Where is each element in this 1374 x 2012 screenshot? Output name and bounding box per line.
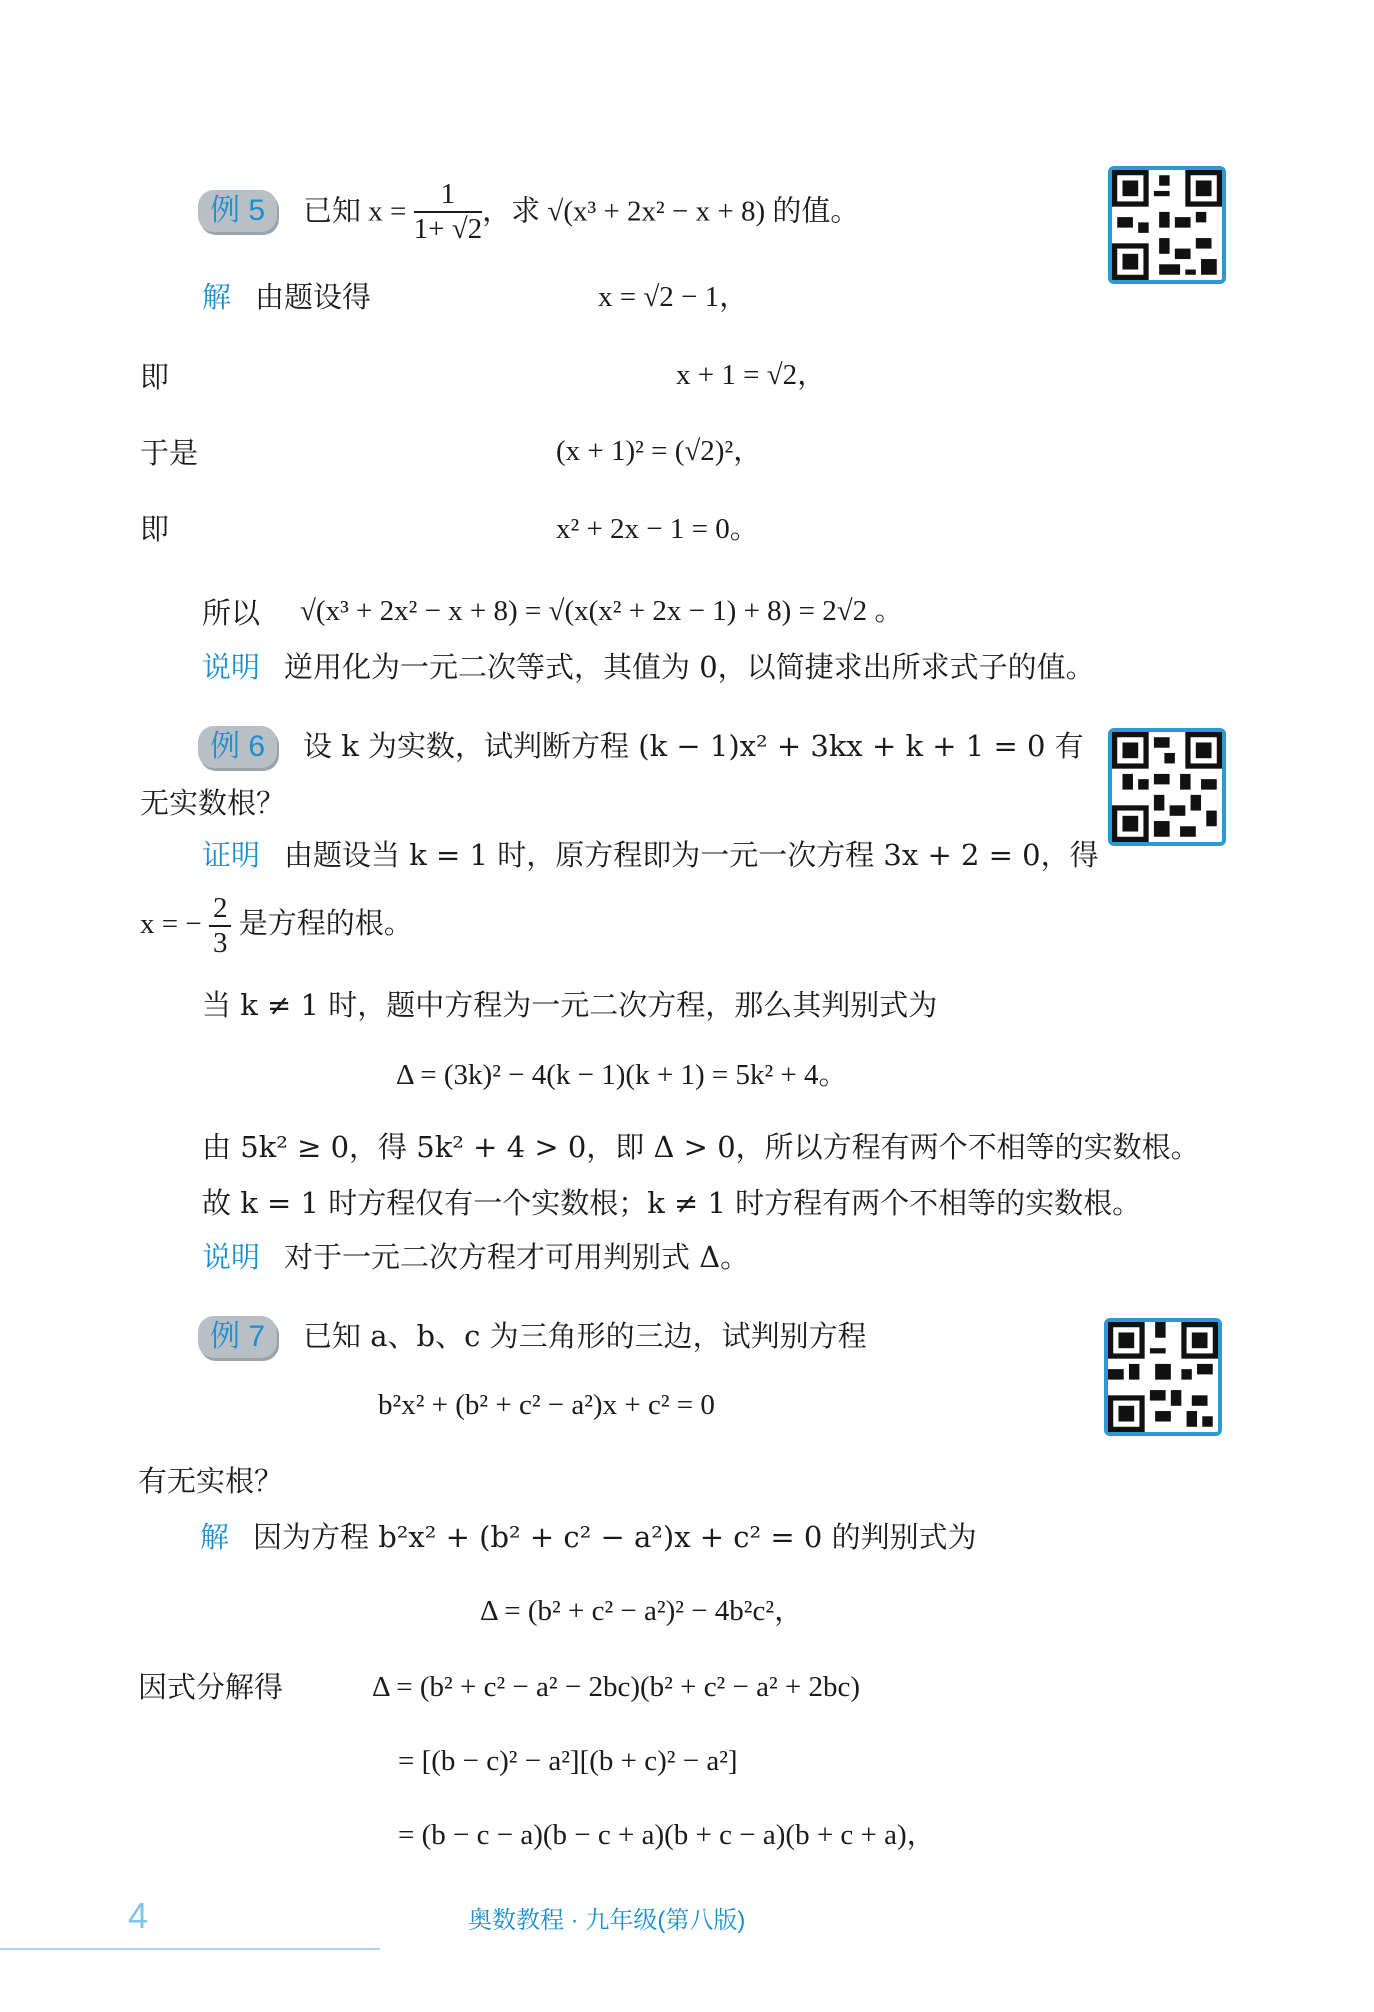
ex7-solution-1: 解 因为方程 b²x² + (b² + c² − a²)x + c² = 0 的判别式为 [200, 1520, 977, 1554]
ex7-solution-2: Δ = (b² + c² − a²)² − 4b²c²， [480, 1595, 804, 1627]
ex5-math-5: √(x³ + 2x² − x + 8) = √(x(x² + 2x − 1) + 8) = 2√2 。 [300, 595, 904, 627]
ex7-equation: b²x² + (b² + c² − a²)x + c² = 0 [378, 1389, 715, 1421]
ex5-math-2: x + 1 = √2， [676, 359, 827, 391]
qr-code-icon[interactable] [1104, 1318, 1222, 1436]
example-badge: 例 5 [198, 190, 277, 232]
ex7-solution-label: 因式分解得 [138, 1670, 284, 1704]
ex5-label-3: 于是 [140, 436, 199, 470]
page-number: 4 [128, 1895, 149, 1936]
fraction: $\frac{1}{1+ √2}$ [413, 178, 483, 246]
ex6-question-2: 无实数根？ [140, 786, 286, 820]
ex6-question-1: 例 6 设 k 为实数，试判断方程 (k − 1)x² + 3kx + k + 1 = 0 有 [198, 726, 1084, 768]
footer-divider [0, 1948, 380, 1950]
ex7-question-3: 有无实根？ [138, 1464, 284, 1498]
ex5-label-4: 即 [140, 512, 170, 546]
ex6-proof-4: Δ = (3k)² − 4(k − 1)(k + 1) = 5k² + 4。 [396, 1059, 848, 1091]
ex5-math-3: (x + 1)² = (√2)²， [556, 435, 763, 467]
example-badge: 例 7 [198, 1316, 277, 1358]
ex6-proof-1: 证明 由题设当 k = 1 时，原方程即为一元一次方程 3x + 2 = 0，得 [202, 838, 1099, 872]
ex6-proof-5: 由 5k² ≥ 0，得 5k² + 4 > 0，即 Δ > 0，所以方程有两个不相等的实数根。 [202, 1130, 1200, 1164]
ex5-note: 说明 逆用化为一元二次等式，其值为 0，以简捷求出所求式子的值。 [202, 650, 1095, 684]
ex6-proof-6: 故 k = 1 时方程仅有一个实数根；k ≠ 1 时方程有两个不相等的实数根。 [202, 1186, 1142, 1220]
ex7-solution-5: = (b − c − a)(b − c + a)(b + c − a)(b + c + a)， [398, 1819, 936, 1851]
qr-code-icon[interactable] [1108, 728, 1226, 846]
example-badge: 例 6 [198, 726, 277, 768]
ex5-solution-line-1: 解 由题设得 [202, 280, 372, 314]
ex7-question-1: 例 7 已知 a、b、c 为三角形的三边，试判别方程 [198, 1316, 867, 1358]
qr-code-icon[interactable] [1108, 166, 1226, 284]
ex5-math-1: x = √2 − 1， [598, 281, 749, 313]
ex7-solution-3: Δ = (b² + c² − a² − 2bc)(b² + c² − a² + 2bc) [372, 1671, 861, 1703]
ex6-note: 说明 对于一元二次方程才可用判别式 Δ。 [202, 1240, 750, 1274]
ex6-proof-2: x = − $\frac{2}{3}$ 是方程的根。 [140, 892, 413, 960]
ex5-math-4: x² + 2x − 1 = 0。 [556, 513, 759, 545]
ex6-proof-3: 当 k ≠ 1 时，题中方程为一元二次方程，那么其判别式为 [202, 988, 938, 1022]
ex5-label-2: 即 [140, 360, 170, 394]
ex5-label-5: 所以 [202, 596, 261, 630]
fraction: $\frac{2}{3}$ [209, 892, 232, 961]
book-title: 奥数教程 · 九年级(第八版) [468, 1907, 746, 1934]
ex5-question: 例 5 已知 x = $\frac{1}{1+ √2}$ ，求 √(x³ + 2x² − x + 8) 的值。 [198, 178, 859, 247]
ex7-solution-4: = [(b − c)² − a²][(b + c)² − a²] [398, 1745, 738, 1777]
